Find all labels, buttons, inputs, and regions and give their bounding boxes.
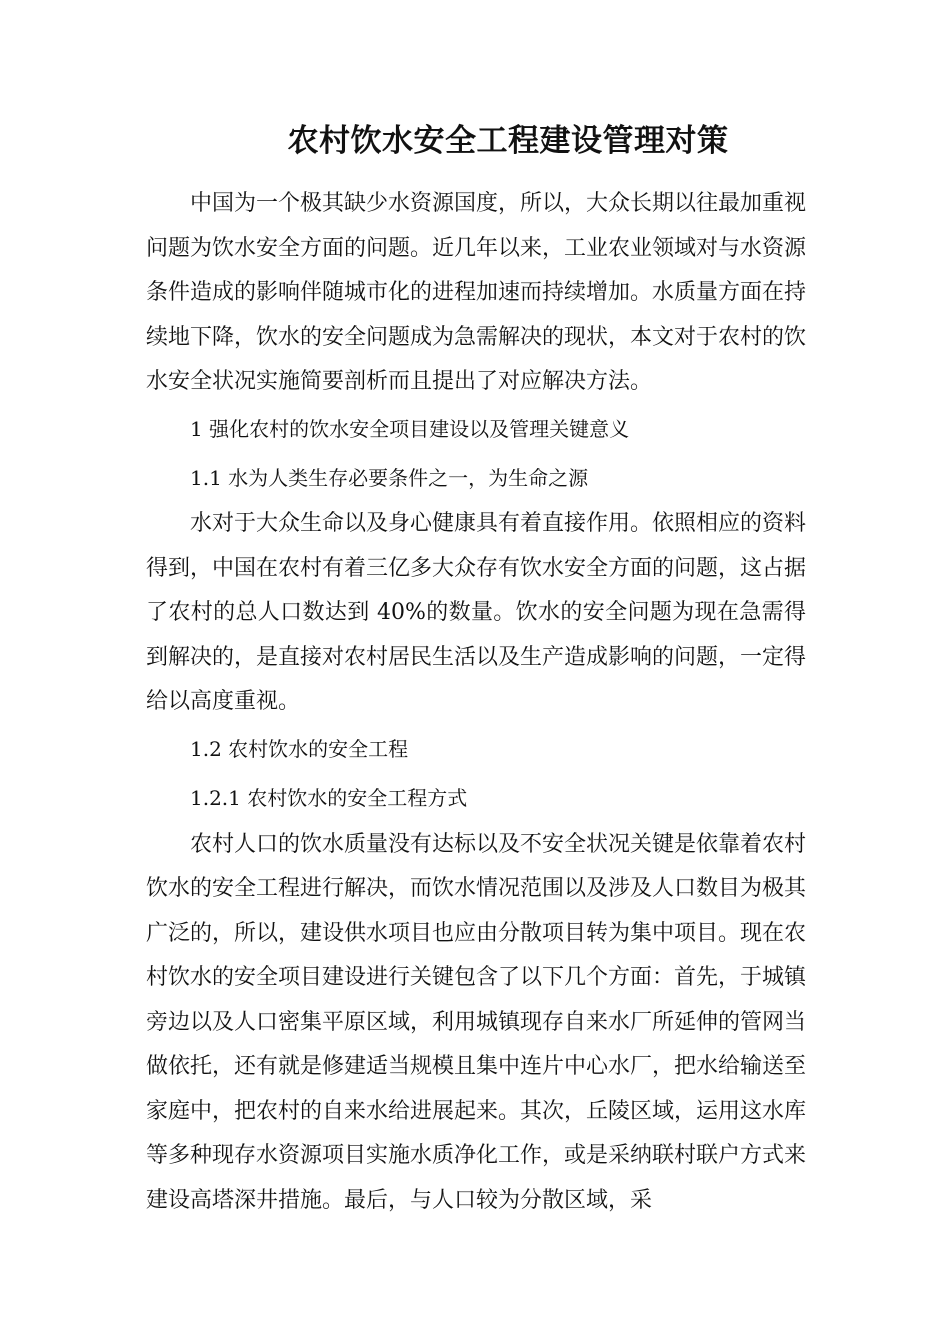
paragraph-water-health: 水对于大众生命以及身心健康具有着直接作用。依照相应的资料得到，中国在农村有着三亿多大众存有饮水安全方面的问题，这占据了农村的总人口数达到 40%的数量。饮水的安全问题为现在急需得到解决的，是直接对农村居民生活以及生产造成影响的问题，一定得给以高度重视。: [146, 511, 807, 715]
section-heading-1-2: 1.2 农村饮水的安全工程: [190, 736, 409, 761]
document-title: 农村饮水安全工程建设管理对策: [287, 123, 729, 159]
section-heading-1: 1 强化农村的饮水安全项目建设以及管理关键意义: [190, 416, 630, 441]
paragraph-engineering-methods: 农村人口的饮水质量没有达标以及不安全状况关键是依靠着农村饮水的安全工程进行解决，而饮水情况范围以及涉及人口数目为极其广泛的，所以，建设供水项目也应由分散项目转为集中项目。现在农村饮水的安全项目建设进行关键包含了以下几个方面：首先，于城镇旁边以及人口密集平原区域，利用城镇现存自来水厂所延伸的管网当做依托，还有就是修建适当规模且集中连片中心水厂，把水给输送至家庭中，把农村的自来水给进展起来。其次，丘陵区域，运用这水库等多种现存水资源项目实施水质净化工作，或是采纳联村联户方式来建设高塔深井措施。最后，与人口较为分散区域，采: [146, 831, 807, 1213]
paragraph-intro: 中国为一个极其缺少水资源国度，所以，大众长期以往最加重视问题为饮水安全方面的问题。近几年以来，工业农业领域对与水资源条件造成的影响伴随城市化的进程加速而持续增加。水质量方面在持续地下降，饮水的安全问题成为急需解决的现状，本文对于农村的饮水安全状况实施简要剖析而且提出了对应解决方法。: [146, 191, 807, 394]
section-heading-1-1: 1.1 水为人类生存必要条件之一，为生命之源: [190, 465, 589, 490]
document-body: [146, 182, 806, 1223]
section-heading-1-2-1: 1.2.1 农村饮水的安全工程方式: [190, 785, 468, 810]
